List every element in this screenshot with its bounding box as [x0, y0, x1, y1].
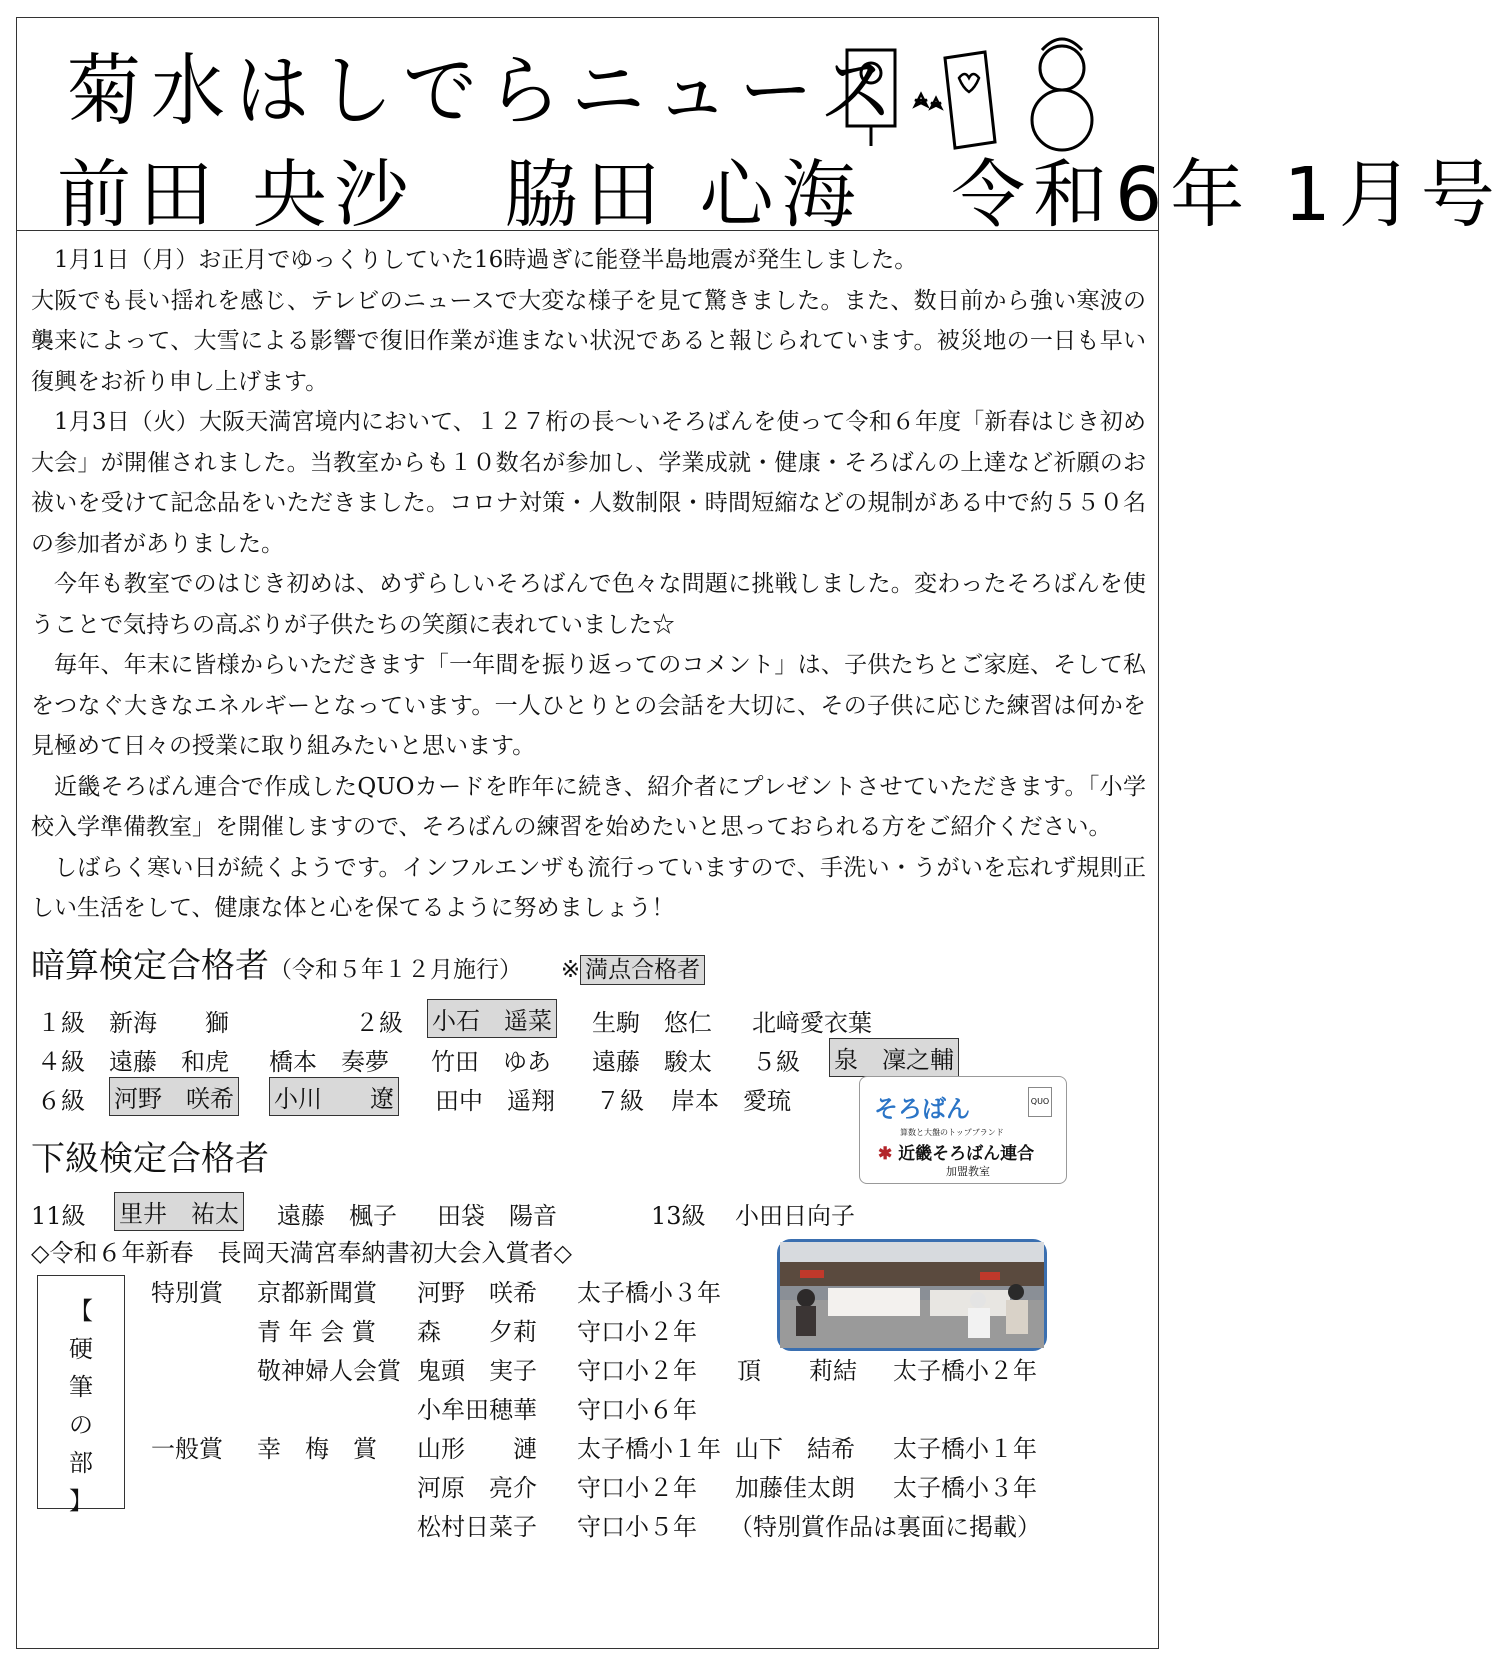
quo-card-icon: QUO — [1028, 1087, 1052, 1117]
award-name: 京都新聞賞 — [257, 1279, 377, 1307]
winner-name: 加藤佳太朗 — [735, 1474, 855, 1502]
award-type: 特別賞 — [151, 1279, 223, 1307]
grade-label: 11級 — [31, 1202, 86, 1230]
winner-name: 河野 咲希 — [417, 1279, 537, 1307]
passer-name: 生駒 悠仁 — [592, 1009, 712, 1037]
star-icon: ✱ — [878, 1144, 893, 1164]
winner-name: 小牟田穂華 — [417, 1396, 537, 1424]
paragraph: 今年も教室でのはじき初めは、めずらしいそろばんで色々な問題に挑戦しました。変わったそろばんを使うことで気持ちの高ぶりが子供たちの笑顔に表れていました☆ — [31, 571, 1146, 638]
grade-label: ６級 — [37, 1087, 85, 1115]
passer-name: 岸本 愛琉 — [671, 1087, 791, 1115]
winner-name: 河原 亮介 — [417, 1474, 537, 1502]
passer-name: 田中 遥翔 — [435, 1087, 555, 1115]
kakyu-title: 下級検定合格者 — [31, 1139, 269, 1179]
winner-name: 森 夕莉 — [417, 1318, 537, 1346]
passer-name: 竹田 ゆあ — [431, 1048, 551, 1076]
winner-school: 守口小６年 — [577, 1396, 697, 1424]
doodle-illustration — [837, 28, 1137, 158]
winner-school: 太子橋小３年 — [893, 1474, 1037, 1502]
award-name: 幸 梅 賞 — [257, 1435, 377, 1463]
badge-logo: そろばん — [874, 1095, 970, 1123]
newsletter-page — [16, 17, 1503, 1649]
passer-name: 遠藤 和虎 — [109, 1048, 229, 1076]
award-name: 青 年 会 賞 — [257, 1318, 376, 1346]
award-name: 敬神婦人会賞 — [257, 1357, 401, 1385]
winner-school: 守口小２年 — [577, 1318, 697, 1346]
paragraph: 1月3日（火）大阪天満宮境内において、１２７桁の長〜いそろばんを使って令和６年度「新春はじき初め大会」が開催されました。当教室からも１０数名が参加し、学業成就・健康・そろばんの上達など祈願のお祓いを受けて記念品をいただきました。コロナ対策・人数制限・時間短縮などの規制がある中で約５５０名の参加者がありました。 — [31, 409, 1146, 557]
anzan-title: 暗算検定合格者 — [31, 946, 269, 986]
passer-name-perfect: 泉 凜之輔 — [829, 1038, 959, 1077]
paragraph: 大阪でも長い揺れを感じ、テレビのニュースで大変な様子を見て驚きました。また、数日前から強い寒波の襲来によって、大雪による影響で復旧作業が進まない状況であると報じられています。被災地の一日も早い復興をお祈り申し上げます。 — [31, 287, 1146, 395]
passer-name: 橋本 奏夢 — [269, 1048, 389, 1076]
winner-school: 太子橋小３年 — [577, 1279, 721, 1307]
winner-school: 太子橋小１年 — [577, 1435, 721, 1463]
author-name-1: 前田 央沙 — [57, 152, 417, 238]
winner-name: 山形 漣 — [417, 1435, 537, 1463]
grade-label: ２級 — [355, 1009, 403, 1037]
category-char: 】 — [69, 1487, 93, 1515]
winner-name: 山下 結希 — [735, 1435, 855, 1463]
anzan-heading — [31, 938, 705, 987]
award-type: 一般賞 — [151, 1435, 223, 1463]
badge-org: 近畿そろばん連合 — [898, 1144, 1035, 1164]
winner-school: 守口小２年 — [577, 1357, 697, 1385]
legend-marker: ※ — [560, 957, 581, 983]
photo-illustration — [780, 1242, 1044, 1348]
grade-label: ５級 — [752, 1048, 800, 1076]
passer-name: 小田日向子 — [735, 1202, 855, 1230]
paragraph: 近畿そろばん連合で作成したQUOカードを昨年に続き、紹介者にプレゼントさせていただきます。「小学校入学準備教室」を開催しますので、そろばんの練習を始めたいと思っておられる方をご紹介ください。 — [31, 773, 1146, 840]
anzan-subtitle: （令和５年１２月施行） — [269, 957, 522, 983]
passer-name-perfect: 河野 咲希 — [109, 1077, 239, 1116]
passer-name: 遠藤 駿太 — [592, 1048, 712, 1076]
passer-name: 田袋 陽音 — [437, 1202, 557, 1230]
passer-name-perfect: 小石 遥菜 — [427, 999, 557, 1038]
category-char: の — [69, 1411, 93, 1439]
paragraph: 毎年、年末に皆様からいただきます「一年間を振り返ってのコメント」は、子供たちとご家庭、そして私をつなぐ大きなエネルギーとなっています。一人ひとりとの会話を大切に、その子供に応じた練習は何かを見極めて日々の授業に取り組みたいと思います。 — [31, 652, 1146, 759]
article-body — [31, 240, 1146, 929]
passer-name: 新海 獅 — [109, 1009, 229, 1037]
grade-label: １級 — [37, 1009, 85, 1037]
masthead — [17, 18, 1503, 238]
winner-name: 鬼頭 実子 — [417, 1357, 537, 1385]
category-box — [37, 1275, 125, 1515]
soroban-union-badge — [859, 1076, 1067, 1184]
category-char: 硬 — [69, 1335, 93, 1363]
category-char: 筆 — [69, 1373, 93, 1401]
passer-name-perfect: 里井 祐太 — [114, 1192, 244, 1231]
grade-label: ７級 — [596, 1087, 644, 1115]
badge-sub: 加盟教室 — [946, 1165, 990, 1178]
contest-title: ◇令和６年新春 長岡天満宮奉納書初大会入賞者◇ — [31, 1239, 572, 1267]
winner-school: 守口小５年 — [577, 1513, 697, 1541]
back-page-note: （特別賞作品は裏面に掲載） — [729, 1513, 1041, 1541]
category-char: 部 — [69, 1449, 93, 1477]
winner-name: 松村日菜子 — [417, 1513, 537, 1541]
winner-school: 太子橋小１年 — [893, 1435, 1037, 1463]
winner-name: 頂 莉結 — [737, 1357, 857, 1385]
author-name-2: 脇田 心海 — [504, 152, 864, 238]
winner-school: 守口小２年 — [577, 1474, 697, 1502]
passer-name-perfect: 小川 遼 — [269, 1077, 399, 1116]
ceremony-photo — [777, 1239, 1047, 1351]
author-line — [57, 136, 1503, 242]
paragraph: 1月1日（月）お正月でゆっくりしていた16時過ぎに能登半島地震が発生しました。 — [54, 247, 918, 273]
winner-school: 太子橋小２年 — [893, 1357, 1037, 1385]
newsletter-title: 菊水はしでらニュース — [67, 46, 904, 137]
passer-name: 北﨑愛衣葉 — [752, 1009, 872, 1037]
issue-date: 令和6年 1月号 — [951, 152, 1503, 238]
paragraph: しばらく寒い日が続くようです。インフルエンザも流行っていますので、手洗い・うがいを忘れず規則正しい生活をして、健康な体と心を保てるように努めましょう！ — [31, 854, 1146, 921]
passer-name: 遠藤 楓子 — [277, 1202, 397, 1230]
badge-tagline: 算数と大盤のトップブランド — [900, 1128, 1004, 1137]
grade-label: ４級 — [37, 1048, 85, 1076]
grade-label: 13級 — [651, 1202, 706, 1230]
perfect-score-legend: 満点合格者 — [580, 955, 705, 985]
category-char: 【 — [69, 1297, 93, 1325]
